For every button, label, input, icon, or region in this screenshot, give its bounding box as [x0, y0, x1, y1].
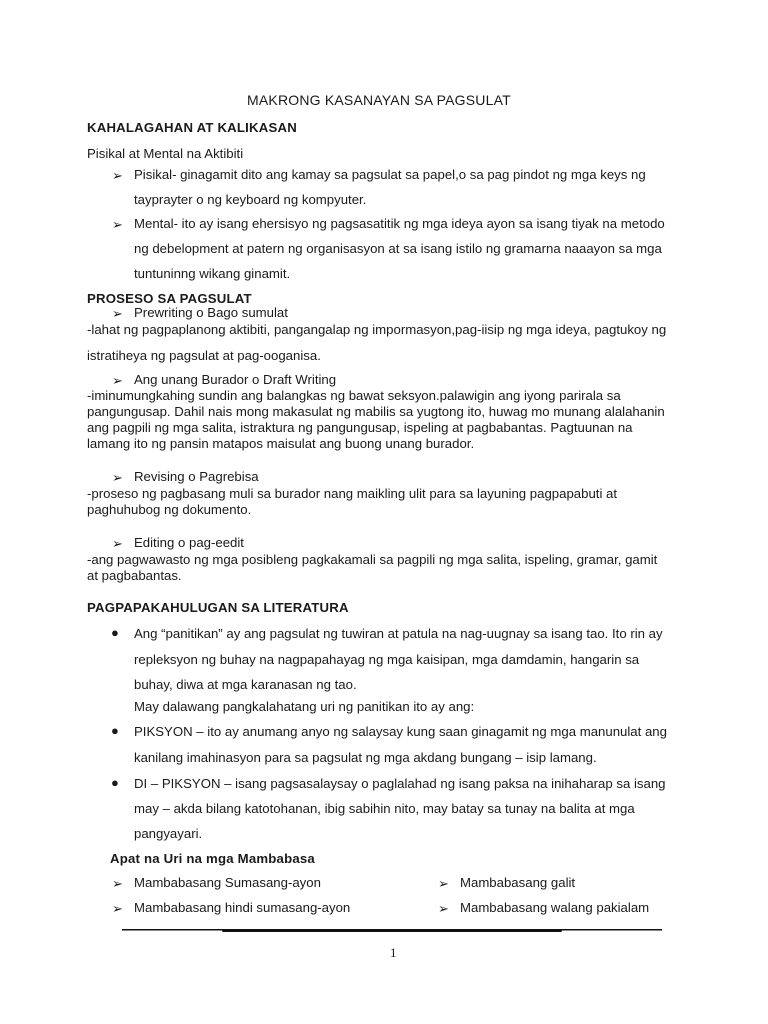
- reader-type-item: Mambabasang galit: [460, 875, 576, 890]
- arrow-bullet-icon: ➢: [438, 876, 449, 891]
- literature-text-line: Ang “panitikan” ay ang pagsulat ng tuwiran at patula na nag-uugnay sa isang tao. Ito rin ay: [134, 626, 663, 641]
- dot-bullet-icon: ●: [111, 775, 119, 790]
- step-desc-line: istratiheya ng pagsulat at pag-ooganisa.: [87, 348, 321, 363]
- bullet-text-line: tuntuninng wikang ginamit.: [134, 266, 291, 281]
- dot-bullet-icon: ●: [111, 723, 119, 738]
- step-label: Revising o Pagrebisa: [134, 469, 259, 484]
- step-label: Ang unang Burador o Draft Writing: [134, 372, 337, 387]
- arrow-bullet-icon: ➢: [112, 306, 123, 321]
- step-desc-line: pangungusap. Dahil nais mong makasulat ng mabilis sa yugtong ito, huwag mo munang alalahanin: [87, 404, 665, 419]
- bullet-text-line: Mental- ito ay isang ehersisyo ng pagsasatitik ng mga ideya ayon sa isang tiyak na metodo: [134, 216, 665, 231]
- section-heading-proseso: PROSESO SA PAGSULAT: [87, 291, 252, 306]
- step-desc-line: ang pagpili ng mga salita, istraktura ng pangungusap, ispeling at pagbabantas. Pagtuunan na: [87, 420, 633, 435]
- document-title: MAKRONG KASANAYAN SA PAGSULAT: [247, 92, 511, 108]
- step-label: Editing o pag-eedit: [134, 535, 244, 550]
- step-desc-line: -lahat ng pagpaplanong aktibiti, pangangalap ng impormasyon,pag-iisip ng mga ideya, pagtukoy ng: [87, 322, 667, 337]
- step-desc-line: -ang pagwawasto ng mga posibleng pagkakamali sa pagpili ng mga salita, ispeling, gramar, gamit: [87, 552, 658, 567]
- arrow-bullet-icon: ➢: [112, 876, 123, 891]
- arrow-bullet-icon: ➢: [112, 168, 123, 183]
- literature-text-line: buhay, diwa at mga karanasan ng tao.: [134, 677, 357, 692]
- literature-text-line: kanilang imahinasyon para sa pagsulat ng mga akdang bungang – isip lamang.: [134, 750, 597, 765]
- arrow-bullet-icon: ➢: [112, 470, 123, 485]
- step-label: Prewriting o Bago sumulat: [134, 305, 288, 320]
- arrow-bullet-icon: ➢: [112, 536, 123, 551]
- arrow-bullet-icon: ➢: [112, 373, 123, 388]
- dot-bullet-icon: ●: [111, 625, 119, 640]
- literature-text-line: May dalawang pangkalahatang uri ng panitikan ito ay ang:: [134, 699, 475, 714]
- step-desc-line: -iminumungkahing sundin ang balangkas ng bawat seksyon.palawigin ang iyong parirala sa: [87, 388, 621, 403]
- bullet-text-line: Pisikal- ginagamit dito ang kamay sa pagsulat sa papel,o sa pag pindot ng mga keys ng: [134, 167, 646, 182]
- bullet-text-line: tayprayter o ng keyboard ng kompyuter.: [134, 192, 367, 207]
- reader-type-item: Mambabasang hindi sumasang-ayon: [134, 900, 351, 915]
- arrow-bullet-icon: ➢: [112, 901, 123, 916]
- section-heading-literatura: PAGPAPAKAHULUGAN SA LITERATURA: [87, 600, 349, 615]
- section-subtitle: Pisikal at Mental na Aktibiti: [87, 146, 244, 161]
- reader-type-item: Mambabasang Sumasang-ayon: [134, 875, 321, 890]
- arrow-bullet-icon: ➢: [112, 217, 123, 232]
- section-heading-kahalagahan: KAHALAGAHAN AT KALIKASAN: [87, 120, 297, 135]
- arrow-bullet-icon: ➢: [438, 901, 449, 916]
- literature-text-line: DI – PIKSYON – isang pagsasalaysay o paglalahad ng isang paksa na inihaharap sa isang: [134, 776, 666, 791]
- literature-text-line: may – akda bilang katotohanan, ibig sabihin nito, may batay sa tunay na balita at mga: [134, 801, 635, 816]
- bullet-text-line: ng debelopment at patern ng organisasyon at sa isang istilo ng gramarna naaayon sa mga: [134, 241, 662, 256]
- literature-text-line: repleksyon ng buhay na nagpapahayag ng mga kaisipan, mga damdamin, hangarin sa: [134, 652, 640, 667]
- step-desc-line: lamang ito ng pansin matapos maisulat ang buong unang burador.: [87, 436, 475, 451]
- page-number: 1: [390, 945, 397, 960]
- literature-text-line: PIKSYON – ito ay anumang anyo ng salaysay kung saan ginagamit ng mga manunulat ang: [134, 724, 667, 739]
- section-heading-mambabasa: Apat na Uri na mga Mambabasa: [110, 851, 315, 866]
- footer-divider: [122, 928, 662, 933]
- step-desc-line: at pagbabantas.: [87, 568, 182, 583]
- step-desc-line: paghuhubog ng dokumento.: [87, 502, 252, 517]
- step-desc-line: -proseso ng pagbasang muli sa burador nang maikling ulit para sa layuning pagpapabuti at: [87, 486, 618, 501]
- reader-type-item: Mambabasang walang pakialam: [460, 900, 650, 915]
- literature-text-line: pangyayari.: [134, 826, 203, 841]
